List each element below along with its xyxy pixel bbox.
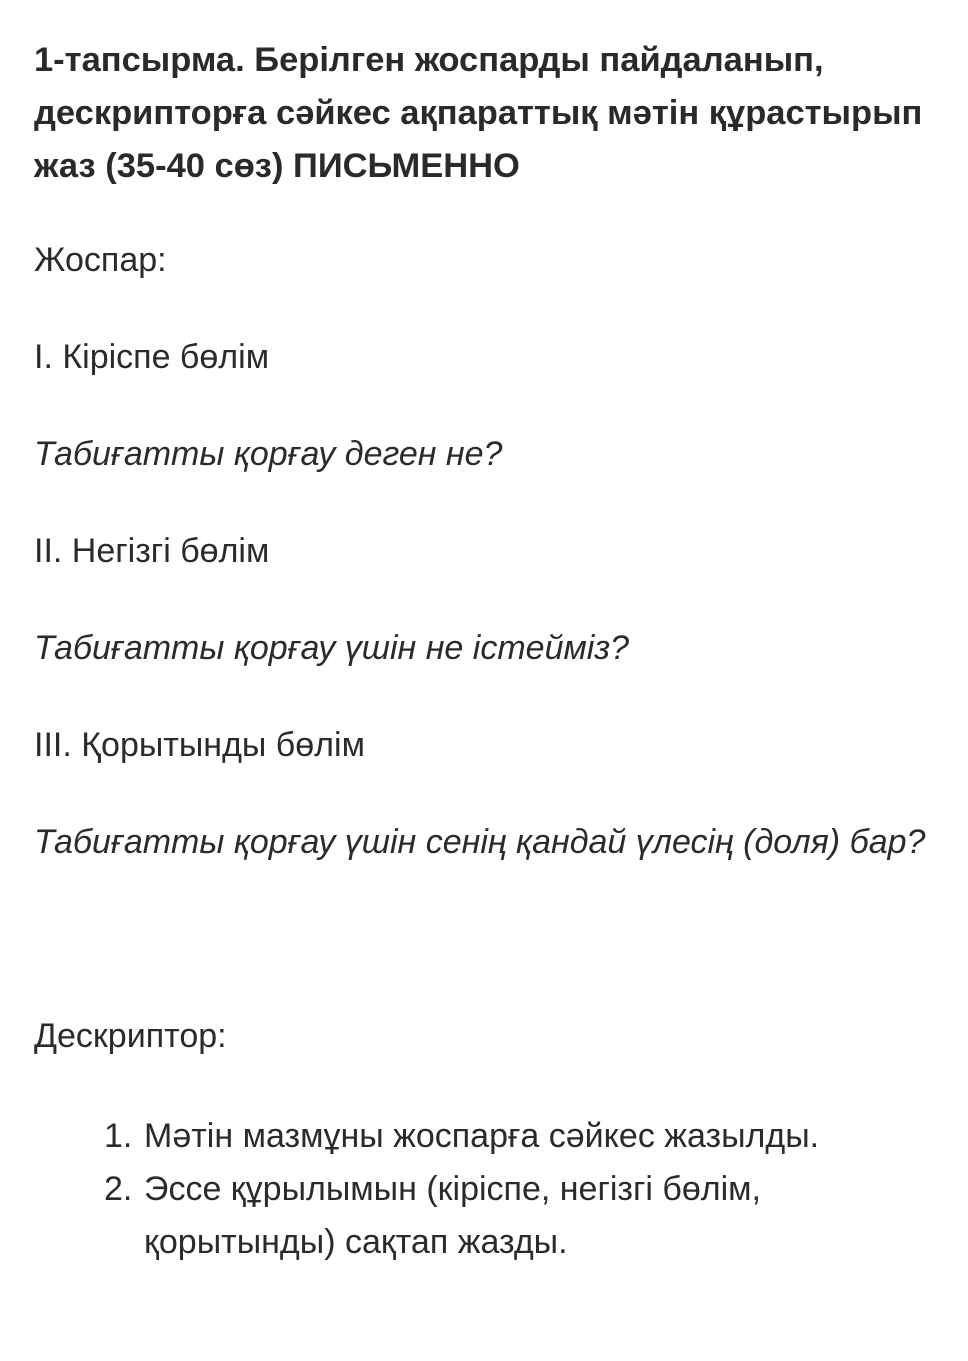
plan-section-label-main: II. Негізгі бөлім <box>34 532 270 570</box>
plan-section-question-conclusion: Табиғатты қорғау үшін сенің қандай үлесің (доля) бар? <box>34 823 926 861</box>
plan-section-question-main: Табиғатты қорғау үшін не істейміз? <box>34 629 630 667</box>
list-item <box>104 1163 864 1269</box>
descriptor-heading: Дескриптор: <box>34 1017 227 1055</box>
descriptor-list <box>104 1110 864 1269</box>
plan-heading: Жоспар: <box>34 241 167 279</box>
list-item-text: Эссе құрылымын (кіріспе, негізгі бөлім, қорытынды) сақтап жазды. <box>144 1170 761 1261</box>
list-item <box>104 1110 864 1163</box>
plan-section-question-intro: Табиғатты қорғау деген не? <box>34 435 503 473</box>
task-title: 1-тапсырма. Берілген жоспарды пайдаланып, дескрипторға сәйкес ақпараттық мәтін құрастырып жаз (35-40 сөз) ПИСЬМЕННО <box>34 41 923 185</box>
list-item-number: 2. <box>104 1170 133 1208</box>
list-item-number: 1. <box>104 1117 133 1155</box>
plan-section-label-conclusion: III. Қорытынды бөлім <box>34 726 365 764</box>
plan-section-label-intro: I. Кіріспе бөлім <box>34 338 270 376</box>
list-item-text: Мәтін мазмұны жоспарға сәйкес жазылды. <box>144 1117 820 1155</box>
